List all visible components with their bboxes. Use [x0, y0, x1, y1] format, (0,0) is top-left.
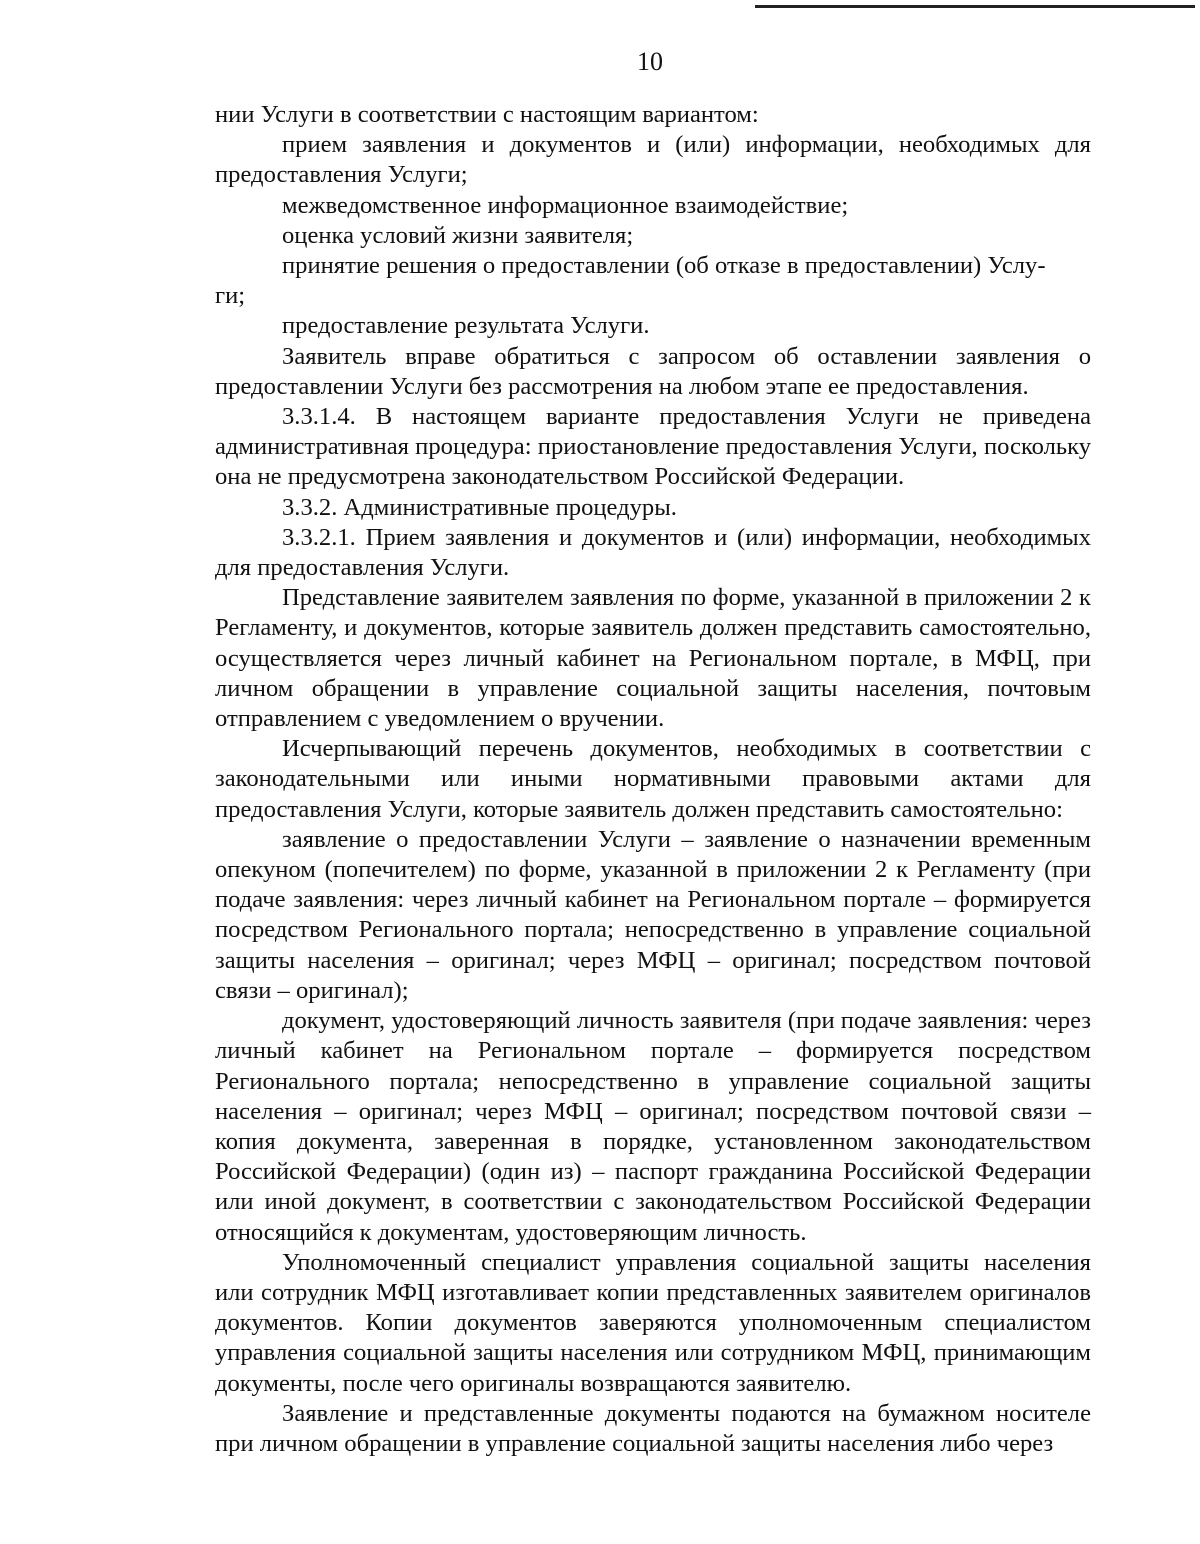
paragraph: 3.3.2. Административные процедуры. [282, 493, 677, 521]
paragraph: нии Услуги в соответствии с настоящим вариантом: [215, 101, 759, 128]
paragraph: документ, удостоверяющий личность заявителя (при подаче заявления: через личный кабинет на Региональном портале – формируется посредством Регионального портала; непосредственно в управление социальной защиты населения – оригинал; через МФЦ – оригинал; посредством почтовой связи – копия документа, заверенная в порядке, установленном законодательством Российской Федерации) (один из) – паспорт гражданина Российской Федерации или иной документ, в соответствии с законодательством Российской Федерации относящийся к документам, удостоверяющим личность. [215, 1007, 1091, 1246]
paragraph: принятие решения о предоставлении (об отказе в предоставлении) Услу- ги; [215, 252, 1046, 310]
paragraph: Заявление и представленные документы подаются на бумажном носителе при личном обращении в управление социальной защиты населения либо через [215, 1399, 1091, 1457]
paragraph: Заявитель вправе обратиться с запросом об оставлении заявления о предоставлении Услуги без рассмотрения на любом этапе ее предоставления. [215, 342, 1091, 400]
paragraph: прием заявления и документов и (или) информации, необходимых для предоставления Услуги; [215, 131, 1091, 189]
paragraph: заявление о предоставлении Услуги – заявление о назначении временным опекуном (попечителем) по форме, указанной в приложении 2 к Регламенту (при подаче заявления: через личный кабинет на Региональном портале – формируется посредством Регионального портала; непосредственно в управление социальной защиты населения – оригинал; через МФЦ – оригинал; посредством почтовой связи – оригинал); [215, 825, 1091, 1004]
paragraph: Уполномоченный специалист управления социальной защиты населения или сотрудник МФЦ изготавливает копии представленных заявителем оригиналов документов. Копии документов заверяются уполномоченным специалистом управления социальной защиты населения или сотрудником МФЦ, принимающим документы, после чего оригиналы возвращаются заявителю. [215, 1248, 1091, 1397]
paragraph: межведомственное информационное взаимодействие; [282, 191, 849, 219]
paragraph: Исчерпывающий перечень документов, необходимых в соответствии с законодательными или иными нормативными правовыми актами для предоставления Услуги, которые заявитель должен представить самостоятельно: [215, 735, 1091, 823]
paragraph: оценка условий жизни заявителя; [282, 221, 634, 249]
document-body [215, 100, 1091, 1459]
paragraph: Представление заявителем заявления по форме, указанной в приложении 2 к Регламенту, и документов, которые заявитель должен представить самостоятельно, осуществляется через личный кабинет на Региональном портале, в МФЦ, при личном обращении в управление социальной защиты населения, почтовым отправлением с уведомлением о вручении. [215, 584, 1091, 733]
paragraph: 3.3.1.4. В настоящем варианте предоставления Услуги не приведена административная процедура: приостановление предоставления Услуги, поскольку она не предусмотрена законодательством Российской Федерации. [215, 403, 1091, 491]
paragraph: 3.3.2.1. Прием заявления и документов и (или) информации, необходимых для предоставления Услуги. [215, 523, 1091, 582]
top-rule-line [755, 5, 1195, 8]
page-number: 10 [637, 47, 663, 76]
paragraph: предоставление результата Услуги. [282, 312, 650, 340]
